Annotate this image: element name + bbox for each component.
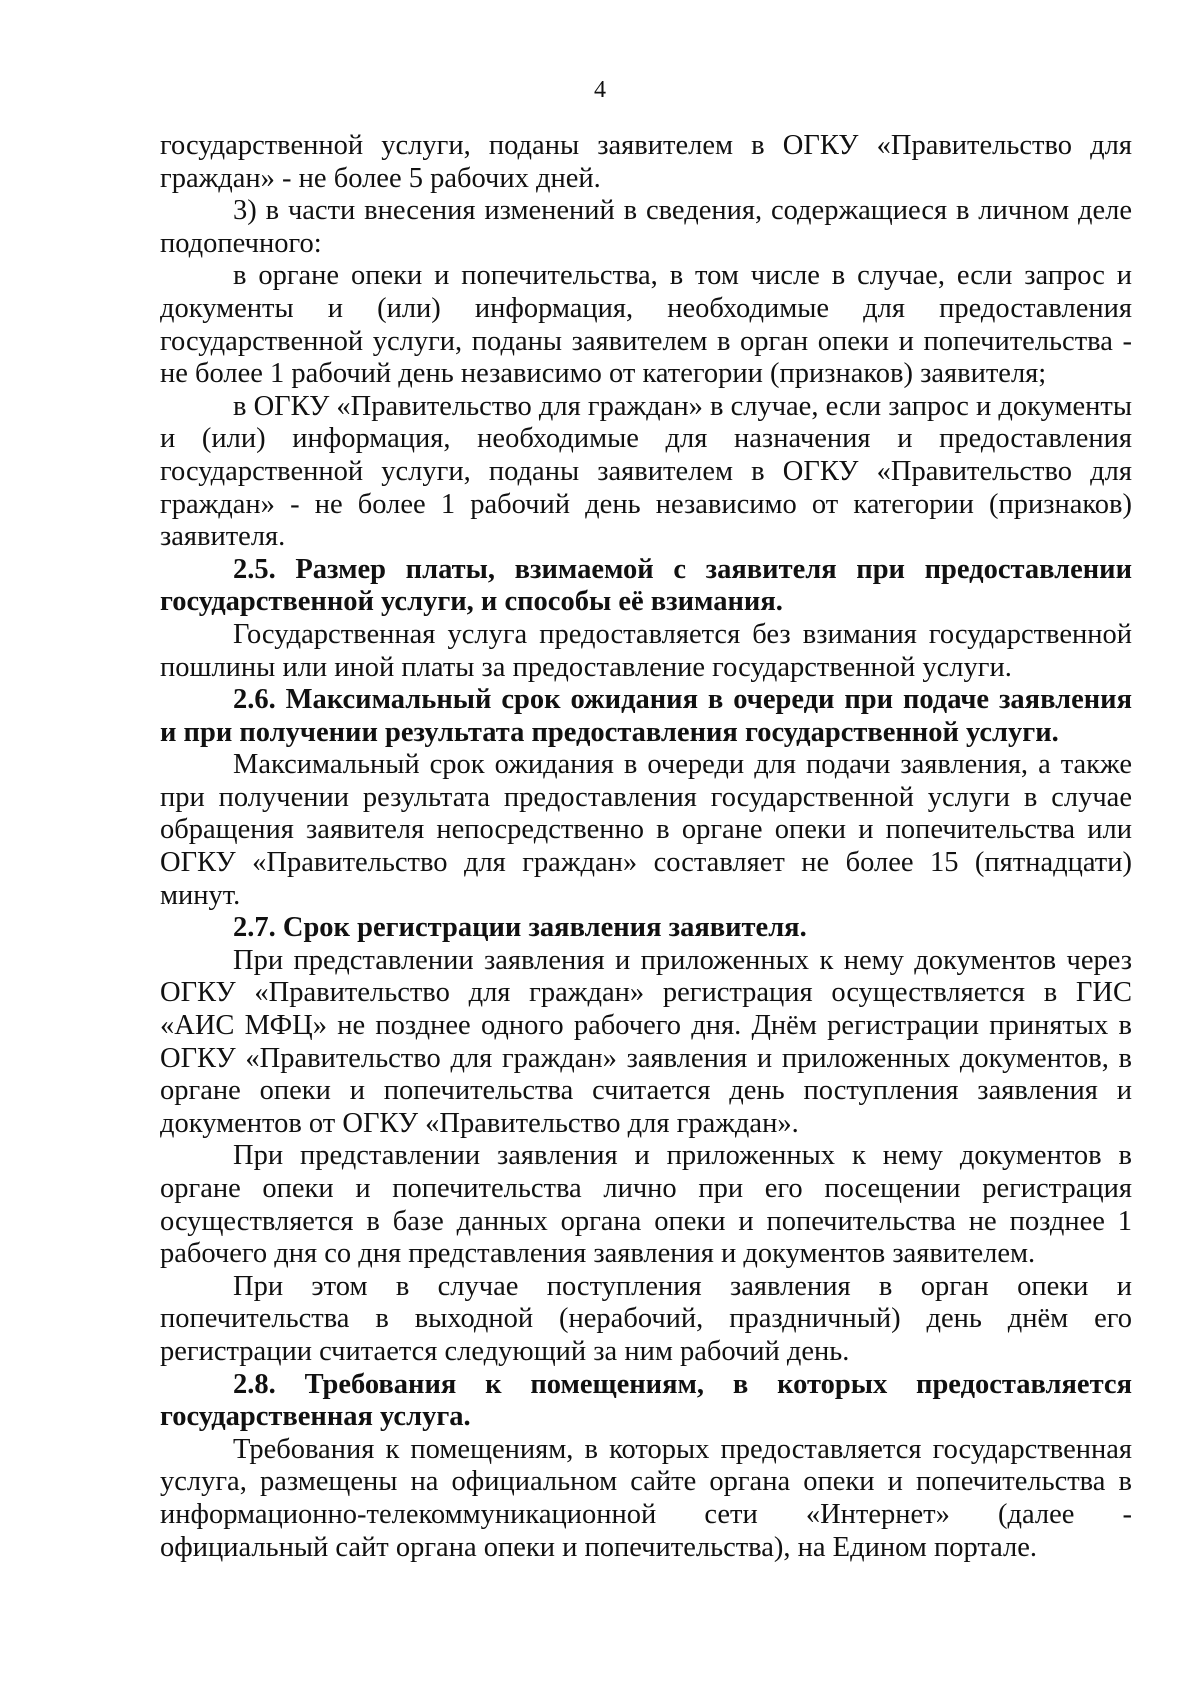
paragraph: Государственная услуга предоставляется без взимания государственной пошлины или иной платы за предоставление государственной услуги. [160, 618, 1132, 683]
page-number: 4 [594, 77, 606, 103]
paragraph: Требования к помещениям, в которых предоставляется государственная услуга, размещены на официальном сайте органа опеки и попечительства в информационно-телекоммуникационной сети «Интернет» (далее - официальный сайт органа опеки и попечительства), на Едином портале. [160, 1433, 1132, 1563]
paragraph: Максимальный срок ожидания в очереди для подачи заявления, а также при получении результата предоставления государственной услуги в случае обращения заявителя непосредственно в органе опеки и попечительства или ОГКУ «Правительство для граждан» составляет не более 15 (пятнадцати) минут. [160, 749, 1132, 911]
paragraph: При представлении заявления и приложенных к нему документов через ОГКУ «Правительство для граждан» регистрация осуществляется в ГИС «АИС МФЦ» не позднее одного рабочего дня. Днём регистрации принятых в ОГКУ «Правительство для граждан» заявления и приложенных документов, в органе опеки и попечительства считается день поступления заявления и документов от ОГКУ «Правительство для граждан». [160, 944, 1132, 1139]
section-heading-2-5: 2.5. Размер платы, взимаемой с заявителя при предоставлении государственной услуги, и способы её взимания. [160, 553, 1132, 618]
section-heading-2-8: 2.8. Требования к помещениям, в которых предоставляется государственная услуга. [160, 1368, 1132, 1433]
paragraph: в ОГКУ «Правительство для граждан» в случае, если запрос и документы и (или) информация, необходимые для назначения и предоставления государственной услуги, поданы заявителем в ОГКУ «Правительство для граждан» - не более 1 рабочий день независимо от категории (признаков) заявителя. [160, 390, 1132, 553]
paragraph: в органе опеки и попечительства, в том числе в случае, если запрос и документы и (или) информация, необходимые для предоставления государственной услуги, поданы заявителем в орган опеки и попечительства - не более 1 рабочий день независимо от категории (признаков) заявителя; [160, 260, 1132, 390]
paragraph: При представлении заявления и приложенных к нему документов в органе опеки и попечительства лично при его посещении регистрация осуществляется в базе данных органа опеки и попечительства не позднее 1 рабочего дня со дня представления заявления и документов заявителем. [160, 1140, 1132, 1270]
paragraph: 3) в части внесения изменений в сведения, содержащиеся в личном деле подопечного: [160, 195, 1132, 259]
section-heading-2-6: 2.6. Максимальный срок ожидания в очереди при подаче заявления и при получении результата предоставления государственной услуги. [160, 684, 1132, 748]
paragraph: государственной услуги, поданы заявителем в ОГКУ «Правительство для граждан» - не более 5 рабочих дней. [160, 130, 1132, 194]
section-heading-2-7: 2.7. Срок регистрации заявления заявителя. [233, 912, 807, 944]
document-body [160, 130, 1132, 1564]
paragraph: При этом в случае поступления заявления в орган опеки и попечительства в выходной (нерабочий, праздничный) день днём его регистрации считается следующий за ним рабочий день. [160, 1270, 1132, 1367]
